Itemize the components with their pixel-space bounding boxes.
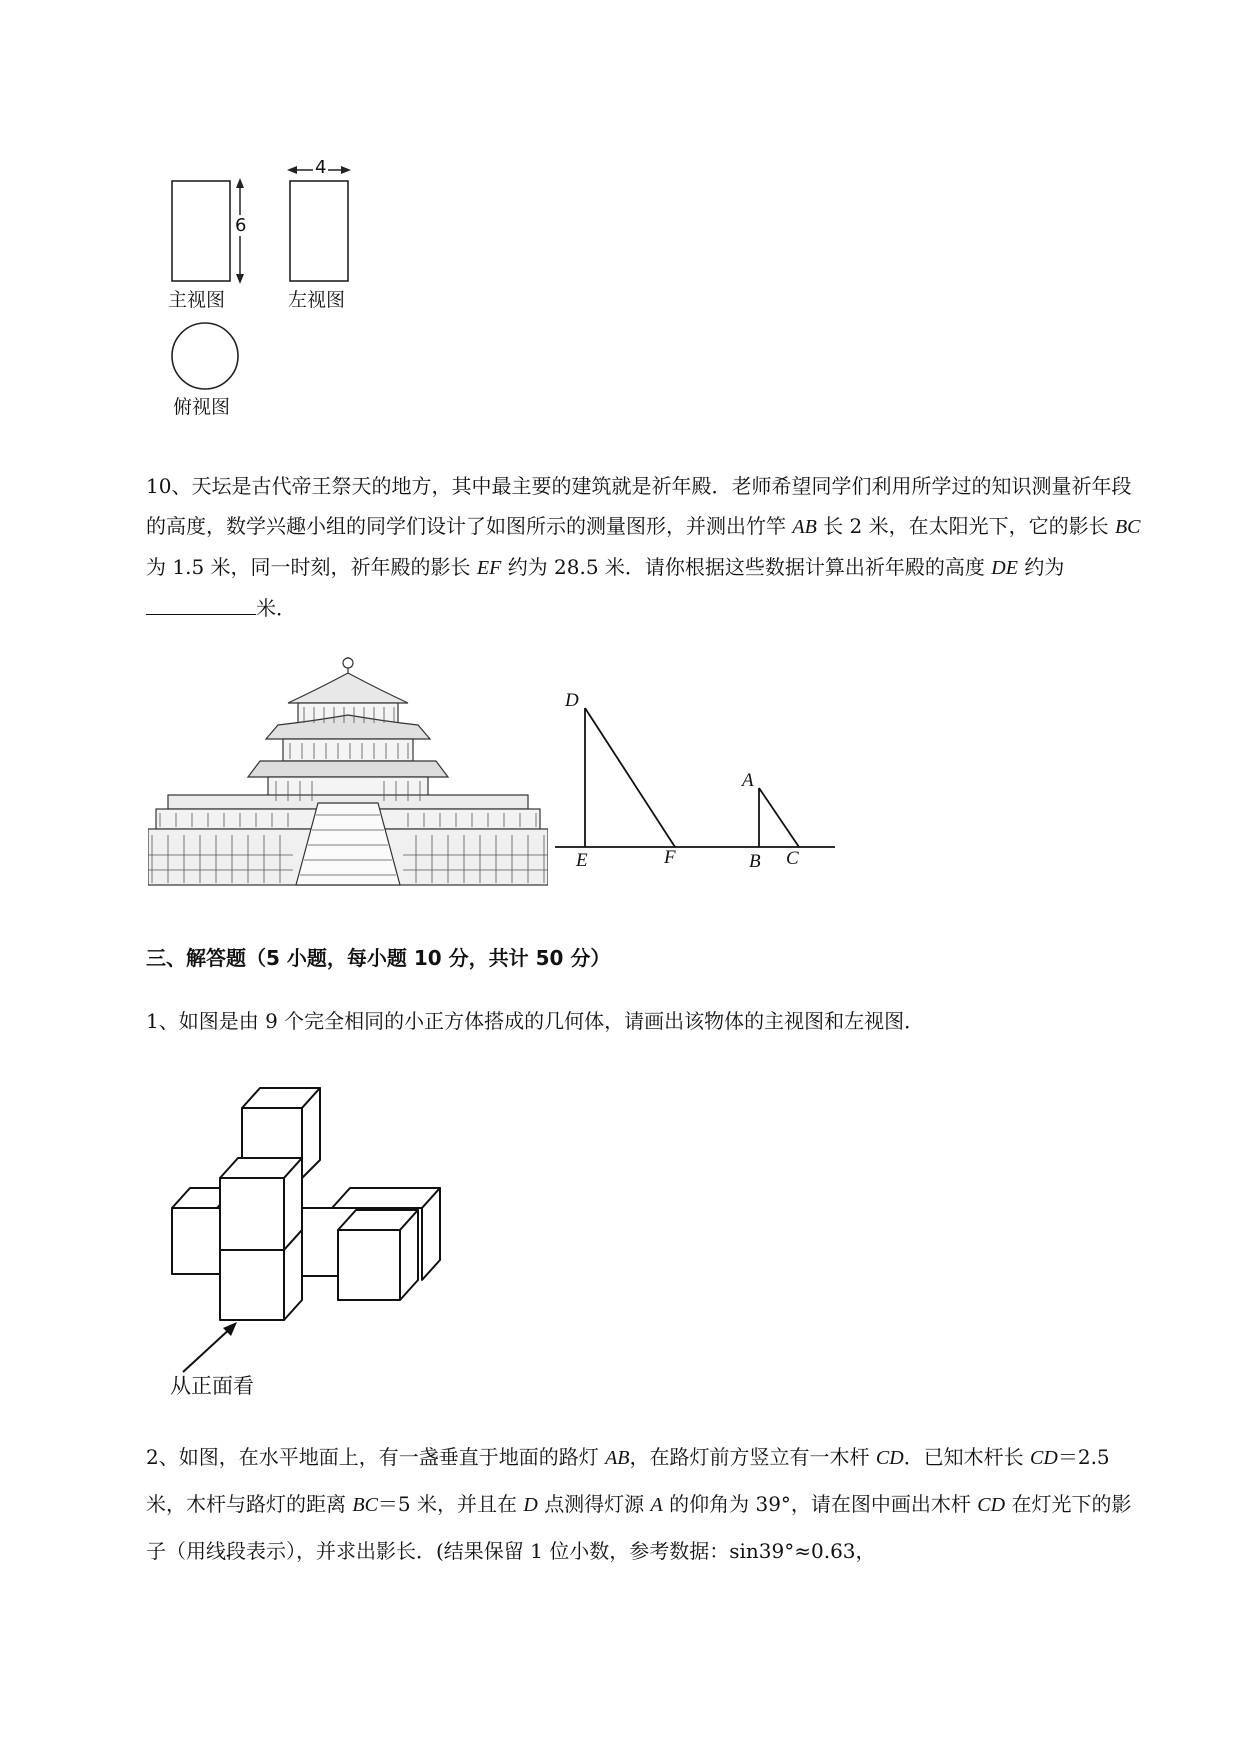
left-view-caption: 左视图 [288,289,346,311]
segment-DF [585,708,675,847]
label-A: A [742,770,754,791]
left-view-rect [290,181,348,281]
view-arrow-icon [175,1318,245,1378]
segment-AC [759,788,799,847]
temple-illustration [148,655,548,895]
label-D: D [565,690,579,711]
label-E: E [576,850,588,871]
question-10: 10、天坛是古代帝王祭天的地方，其中最主要的建筑就是祈年殿．老师希望同学们利用所学过的知识测量祈年段的高度，数学兴趣小组的同学们设计了如图所示的测量图形，并测出竹竿 AB 长 2 米，在太阳光下，它的影长 BC 为 1.5 米，同一时刻，祈年殿的影长 EF 约为 28.5 米．请你根据这些数据计算出祈年殿的高度 DE 约为米． [146,474,1141,620]
problem-2-text: 2、如图，在水平地面上，有一盏垂直于地面的路灯 AB，在路灯前方竖立有一木杆 CD．已知木杆长 CD＝2.5 米，木杆与路灯的距离 BC＝5 米，并且在 D 点测得灯源 A 的仰角为 39°，请在图中画出木杆 CD 在灯光下的影子（用线段表示），并求出影长．(结果保留 1 位小数，参考数据：sin39°≈0.63， [146,1445,1132,1563]
height-label: 6 [235,215,247,236]
answer-blank[interactable] [146,596,256,615]
label-C: C [786,848,799,869]
width-label: 4 [315,157,327,178]
section-heading: 三、解答题（5 小题，每小题 10 分，共计 50 分） [146,946,611,970]
front-view-rect [172,181,230,281]
shadow-geometry-figure [555,690,845,870]
label-B: B [749,851,761,872]
problem-1-text: 1、如图是由 9 个完全相同的小正方体搭成的几何体，请画出该物体的主视图和左视图． [146,1009,925,1033]
front-direction-caption: 从正面看 [170,1374,254,1398]
top-view-circle [172,323,238,389]
cube-stack-figure [160,1070,460,1350]
front-view-caption: 主视图 [168,289,226,311]
top-view-caption: 俯视图 [173,396,231,418]
label-F: F [664,847,676,868]
